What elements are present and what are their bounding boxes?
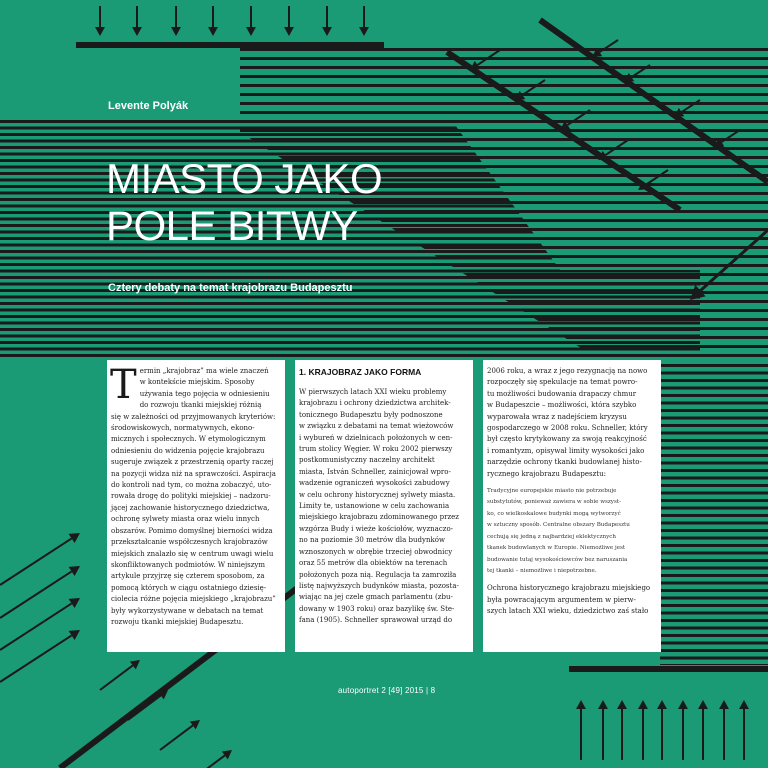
text-line: do kontroli nad tym, co można zobaczyć, uto- [111, 481, 272, 490]
stripe [660, 597, 768, 600]
text-line: trum stolicy Węgier. W roku 2002 pierwszy [299, 445, 453, 454]
stripe [240, 84, 768, 87]
stripe [0, 348, 700, 351]
arrow-icon [192, 750, 232, 768]
quote-line: w sztuczny sposób. Centralne obszary Budapesztu [487, 522, 630, 529]
text-line: miejskiego krajobrazu zdominowanego przez [299, 513, 459, 522]
stripe [240, 75, 768, 78]
column-2-body [299, 387, 470, 627]
text-line: gospodarczego w 2008 roku. Schneller, który [487, 424, 648, 433]
subtitle: Cztery debaty na temat krajobrazu Budapesztu [108, 282, 353, 294]
stripe [660, 537, 768, 540]
text-column-1 [107, 360, 285, 652]
arrow-icon [246, 6, 256, 36]
stripe [660, 462, 768, 465]
stripe [660, 417, 768, 420]
stripe [660, 642, 768, 645]
quote-line: budowanie tutaj wysokościowców bez naruszania [487, 556, 628, 563]
stripe [660, 379, 768, 382]
text-line: ciolecia różne pojęcia miejskiego „krajobrazu” [111, 595, 276, 604]
stripe [660, 394, 768, 397]
stripe [660, 372, 768, 375]
stripe-band-right [660, 364, 768, 667]
text-line: w celu ochrony historycznej sylwety miasta. [299, 490, 456, 499]
arrow-icon [576, 700, 586, 760]
text-line: skonfliktowanych podmiotów. W niniejszym [111, 560, 266, 569]
arrow-icon [171, 6, 181, 36]
page-title [106, 155, 382, 249]
stripe [660, 387, 768, 390]
text-line: pomocą których w ciągu ostatniego dziesię- [111, 583, 267, 592]
section-heading: 1. KRAJOBRAZ JAKO FORMA [299, 367, 422, 377]
stripe [0, 270, 700, 273]
arrow-icon [0, 566, 80, 618]
text-line: ochronę sylwety miasta oraz wielu innych [111, 515, 260, 524]
arrow-icon [0, 630, 80, 682]
text-line: rycznego krajobrazu Budapesztu: [487, 469, 606, 478]
block-quote [487, 486, 658, 577]
text-line: na pozycji widza niż na sprawczości. Aspiracja [111, 469, 276, 478]
text-line: środowiskowych, normatywnych, ekono- [111, 424, 255, 433]
stripe [660, 522, 768, 525]
stripe [660, 514, 768, 517]
stripe [660, 657, 768, 660]
stripe [660, 604, 768, 607]
arrow-icon [638, 700, 648, 760]
text-line: sugeruje związek z przestrzenią oparty raczej [111, 458, 274, 467]
text-line: wyparowała wraz z nadejściem kryzysu [487, 412, 627, 421]
text-line: artykule przyjrzę się czterem sposobom, za [111, 572, 265, 581]
column-3-body [487, 366, 658, 480]
stripe [240, 57, 768, 60]
text-line: 2006 roku, a wraz z jego rezygnacją na nowo [487, 367, 648, 375]
stripe [0, 250, 700, 253]
arrow-icon [657, 700, 667, 760]
arrow-icon [698, 700, 708, 760]
arrow-icon [515, 80, 545, 100]
text-line: wiając na jej czele gmach parlamentu (zbu- [299, 593, 453, 602]
arrow-icon [100, 660, 140, 690]
arrow-icon [617, 700, 627, 760]
text-line: tu możliwości budowania drapaczy chmur [487, 389, 637, 398]
stripe [660, 477, 768, 480]
stripe [240, 318, 768, 321]
quote-line: substytutów, ponieważ zawiera w sobie wszyst- [487, 499, 621, 506]
quote-line: tkanek budowlanych w Europie. Niemożliwe jest [487, 545, 626, 552]
stripe [0, 309, 700, 312]
text-line: wzgórza Budy i wieże kościołów, wyznaczo- [299, 524, 454, 533]
text-line: ermin „krajobraz” ma wiele znaczeń [139, 367, 269, 375]
arrow-icon [359, 6, 369, 36]
text-column-3 [483, 360, 661, 652]
stripe [0, 322, 700, 325]
text-line: była powracającym argumentem w pierw- [487, 595, 636, 604]
stripe [660, 559, 768, 562]
text-line: jącej zachowanie historycznego dziedzictwa, [111, 503, 270, 512]
stripe [660, 649, 768, 652]
text-line: używania tego pojęcia w odniesieniu [139, 389, 270, 398]
stripe [240, 111, 768, 114]
stripe [660, 507, 768, 510]
text-line: w Budapeszcie – możliwości, która szybko [487, 401, 637, 410]
stripe [240, 273, 768, 276]
stripe [240, 66, 768, 69]
text-line: oraz 55 metrów dla obiektów na terenach [299, 559, 448, 568]
text-line: listę najwyższych budynków miasta, pozosta- [299, 581, 459, 590]
quote-line: cechują się jedną z najbardziej eklektycznych [487, 533, 617, 540]
bar-bottom [569, 666, 768, 672]
arrow-icon [638, 170, 668, 190]
stripe [660, 529, 768, 532]
stripe [660, 582, 768, 585]
stripe [0, 335, 700, 338]
title-line-2: POLE BITWY [106, 202, 358, 249]
stripe [660, 432, 768, 435]
arrow-icon [0, 598, 80, 650]
bar-top [76, 42, 384, 48]
stripe [660, 439, 768, 442]
arrow-icon [0, 533, 80, 585]
stripe [660, 364, 768, 367]
arrow-icon [678, 700, 688, 760]
stripe [660, 469, 768, 472]
text-line: Ochrona historycznego krajobrazu miejskiego [487, 584, 651, 593]
stripe [660, 544, 768, 547]
stripe [240, 102, 768, 105]
arrow-icon [719, 700, 729, 760]
text-line: krajobrazu i ochrony dziedzictwa architek- [299, 399, 451, 408]
text-line: W pierwszych latach XXI wieku problemy [299, 388, 447, 396]
quote-line: tej tkanki – niemożliwe i niepotrzebne. [487, 567, 597, 574]
text-line: narzędzie ochrony tkanki budowlanej histo- [487, 458, 642, 467]
text-line: miasta, István Schneller, zainicjował wpro- [299, 467, 451, 476]
stripe [660, 612, 768, 615]
text-line: i wybureń w dzielnicach położonych w cen- [299, 433, 453, 442]
text-line: położonych poza nią. Regulacja ta zamroziła [299, 570, 457, 579]
text-line: rowała drogę do polityki miejskiej – nadzoru- [111, 492, 271, 501]
arrow-icon [95, 6, 105, 36]
stripe [660, 484, 768, 487]
text-line: obszarów. Pomimo domyślnej bierności widza [111, 526, 273, 535]
stripe [660, 619, 768, 622]
stripe [0, 296, 700, 299]
text-line: rozpoczęły się spekulacje na temat powro- [487, 378, 638, 387]
stripe [660, 574, 768, 577]
drop-cap: T [110, 362, 137, 408]
arrow-icon [598, 700, 608, 760]
stripe [0, 354, 700, 357]
title-line-1: MIASTO JAKO [106, 155, 383, 202]
text-line: postkomunistyczny naczelny architekt [299, 456, 435, 465]
stripe [0, 276, 700, 279]
stripe [240, 48, 768, 51]
text-line: fana (1905). Schneller sprawował urząd do [299, 616, 453, 625]
arrow-icon [739, 700, 749, 760]
quote-line: ko, co wielkoskalowe budynki mogą wytworzyć [487, 510, 621, 517]
text-line: się w zależności od przyjmowanych kryteriów: [111, 412, 276, 421]
arrow-icon [284, 6, 294, 36]
text-line: wadzenie ograniczeń wysokości zabudowy [299, 479, 450, 488]
text-line: micznych i społecznych. W etymologicznym [111, 435, 266, 444]
stripe [660, 589, 768, 592]
stripe [660, 447, 768, 450]
stripe [660, 567, 768, 570]
column-3-body-continued [487, 583, 658, 617]
text-line: miejskich znalazło się w centrum uwagi wielu [111, 549, 274, 558]
stripe [660, 402, 768, 405]
stripe [660, 499, 768, 502]
stripe [660, 634, 768, 637]
text-line: przekształcanie współczesnych krajobrazów [111, 538, 268, 547]
stripe [660, 454, 768, 457]
text-line: do rozwoju tkanki miejskiej różnią [139, 401, 262, 410]
arrow-icon [132, 6, 142, 36]
page-footer: autoportret 2 [49] 2015 | 8 [338, 686, 436, 695]
stripe [660, 627, 768, 630]
stripe [0, 302, 700, 305]
text-line: rozwoju tkanki miejskiej Budapesztu. [111, 617, 244, 626]
stripe [660, 492, 768, 495]
arrow-icon [160, 720, 200, 750]
text-line: szych latach XXI wieku, dziedzictwo zaś stało [487, 607, 649, 616]
text-line: był często krytykowany za swoją reakcyjność [487, 435, 647, 444]
stripe [0, 328, 700, 331]
stripe [660, 409, 768, 412]
text-line: w związku z debatami na temat wieżowców [299, 422, 454, 431]
text-line: odniesieniu do widzenia pojęcie krajobrazu [111, 446, 265, 455]
text-line: dowany w 1903 roku) oraz bazylikę św. Ste- [299, 604, 455, 613]
stripe [660, 424, 768, 427]
text-line: Limity te, ustanowione w celu zachowania [299, 502, 450, 511]
text-line: były wykorzystywane w debatach na temat [111, 606, 264, 615]
text-line: tonicznego Budapesztu były podnoszone [299, 410, 443, 419]
text-line: i romantyzm, opisywał limity wysokości jako [487, 446, 645, 455]
text-column-2 [295, 360, 473, 652]
text-line: w kontekście miejskim. Sposoby [139, 378, 255, 387]
author-name: Levente Polyák [108, 100, 189, 112]
arrow-icon [128, 690, 168, 720]
quote-line: Tradycyjne europejskie miasto nie potrzebuje [487, 488, 617, 495]
stripe [660, 552, 768, 555]
arrow-icon [322, 6, 332, 36]
arrow-icon [208, 6, 218, 36]
text-line: no na poziomie 30 metrów dla budynków [299, 536, 445, 545]
stripe [0, 133, 700, 136]
text-line: wznoszonych w obrębie trzeciej obwodnicy [299, 547, 453, 556]
stripe [0, 315, 700, 318]
stripe [0, 341, 700, 344]
